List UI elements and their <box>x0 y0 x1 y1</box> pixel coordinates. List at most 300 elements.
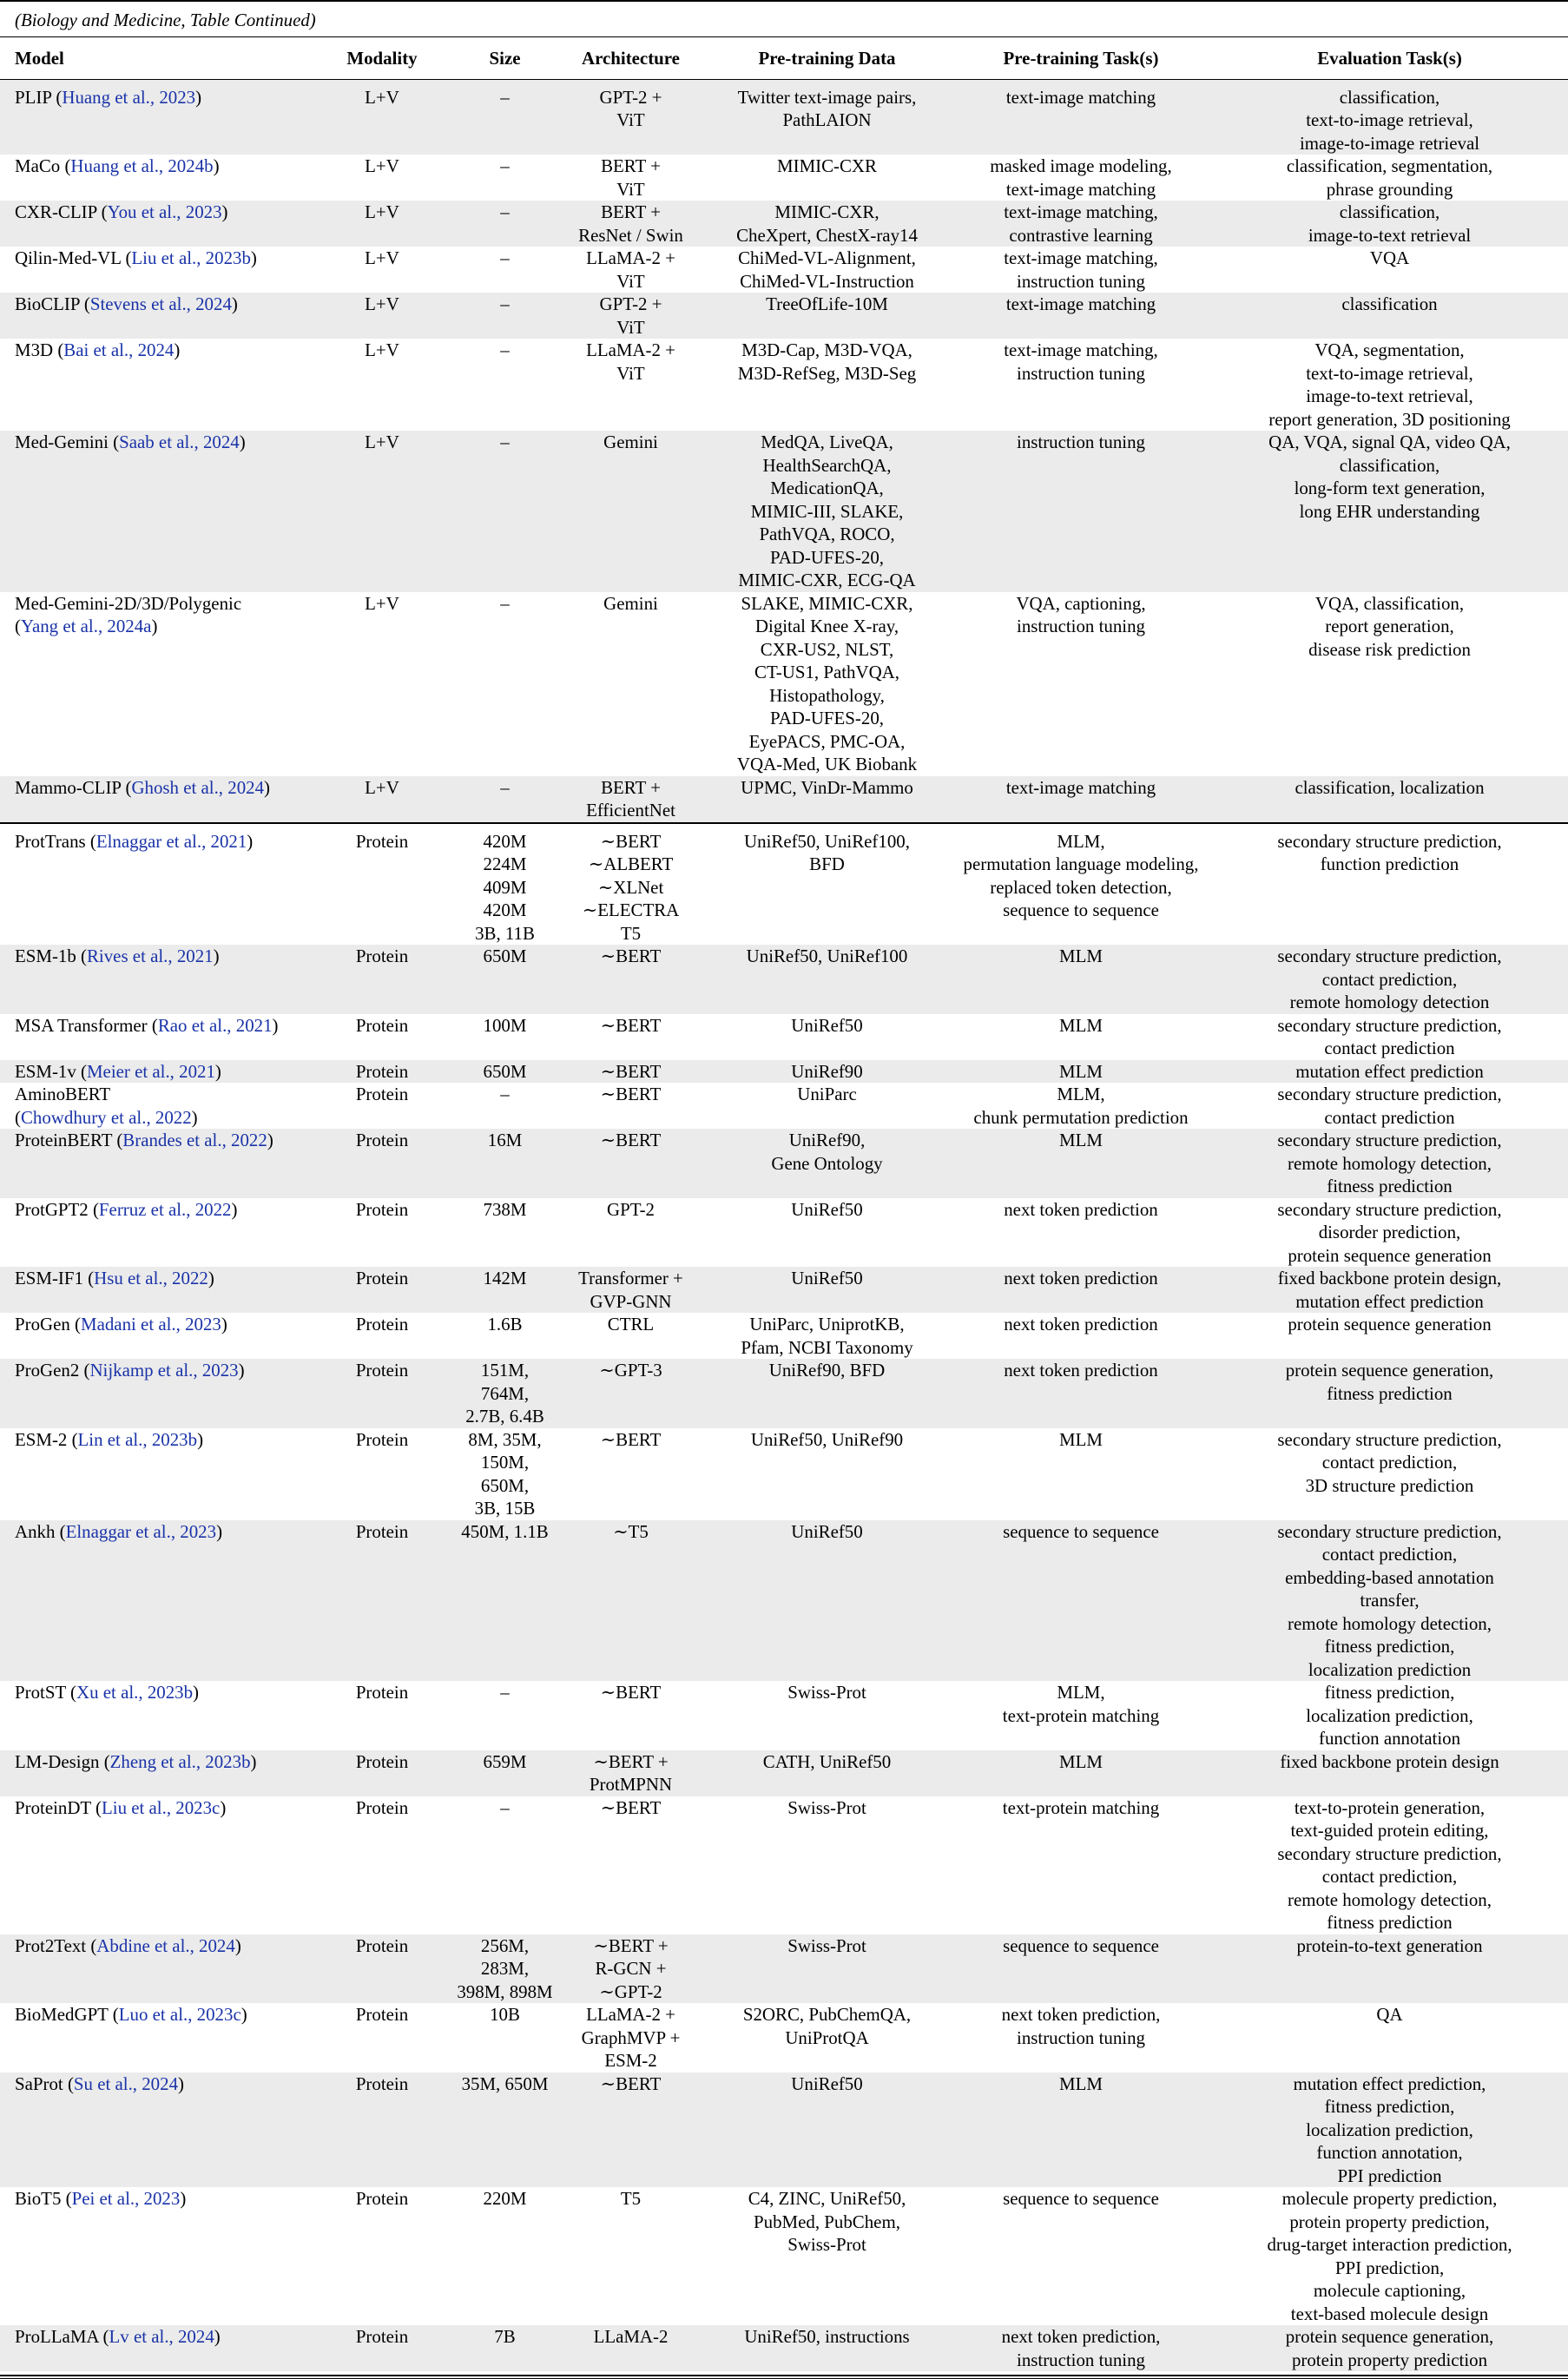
citation-link[interactable]: Lin et al., 2023b <box>77 1428 198 1450</box>
citation-link[interactable]: Ferruz et al., 2022 <box>98 1198 232 1220</box>
architecture-cell: GPT-2 <box>607 1198 655 1220</box>
evaluation-task-cell: mutation effect prediction <box>1211 1060 1568 1084</box>
pretraining-task-cell: MLM <box>1059 1428 1103 1450</box>
citation-link[interactable]: Bai et al., 2024 <box>63 339 175 360</box>
citation-link[interactable]: Rives et al., 2021 <box>86 946 214 966</box>
citation-link[interactable]: Xu et al., 2023b <box>76 1682 194 1703</box>
pretraining-data-cell: UniRef90, BFD <box>703 1359 951 1428</box>
table-row <box>0 431 1568 592</box>
architecture-cell: ∼BERT <box>558 2073 703 2188</box>
citation-link[interactable]: Abdine et al., 2024 <box>96 1934 235 1956</box>
table-row <box>0 1267 1568 1313</box>
model-name-tail: ) <box>240 2004 247 2025</box>
model-name: Mammo-CLIP ( <box>15 776 132 798</box>
pretraining-data-cell: Twitter text-image pairs, PathLAION <box>703 79 951 155</box>
model-name: ProtTrans ( <box>15 830 96 852</box>
table-row <box>0 1198 1568 1268</box>
pretraining-task-cell: text-image matching <box>951 776 1211 823</box>
citation-link[interactable]: Liu et al., 2023c <box>102 1796 221 1818</box>
architecture-cell: ∼BERT <box>600 1682 662 1703</box>
pretraining-task-cell: text-image matching <box>951 79 1211 155</box>
architecture-cell: LLaMA-2 + GraphMVP + ESM-2 <box>581 2004 681 2071</box>
table-row <box>0 2003 1568 2073</box>
model-name-tail: ) <box>193 1682 200 1703</box>
size-cell: – <box>500 1084 510 1104</box>
pretraining-data-cell: UniRef50 <box>703 1267 951 1313</box>
modality-cell: Protein <box>313 823 451 946</box>
pretraining-task-cell: MLM <box>951 2073 1211 2188</box>
citation-link[interactable]: Rao et al., 2021 <box>157 1014 273 1036</box>
pretraining-data-cell: ChiMed-VL-Alignment, ChiMed-VL-Instruction <box>738 247 916 292</box>
model-name: Med-Gemini-2D/3D/Polygenic ( <box>15 592 242 636</box>
pretraining-data-cell: UniRef90, Gene Ontology <box>703 1129 951 1198</box>
model-cell <box>0 592 313 776</box>
evaluation-task-cell: secondary structure prediction, contact prediction, 3D structure prediction <box>1277 1428 1502 1496</box>
architecture-cell: ∼BERT <box>600 1796 662 1818</box>
modality-cell: Protein <box>355 1682 409 1703</box>
header-row <box>0 37 1568 80</box>
size-cell: 220M <box>483 2188 527 2209</box>
model-name-tail: ) <box>272 1014 279 1036</box>
table-row <box>0 1796 1568 1934</box>
table-row <box>0 1129 1568 1198</box>
modality-cell: Protein <box>355 1084 409 1104</box>
citation-link[interactable]: Saab et al., 2024 <box>119 432 240 452</box>
pretraining-data-cell: UniRef50, UniRef100 <box>703 945 951 1014</box>
pretraining-data-cell: UniRef50, instructions <box>703 2325 951 2371</box>
pretraining-task-cell: MLM, permutation language modeling, replaced token detection, sequence to sequence <box>951 823 1211 946</box>
citation-link[interactable]: Yang et al., 2024a <box>20 616 152 636</box>
architecture-cell: ∼BERT <box>600 1084 662 1104</box>
model-cell <box>0 2325 313 2371</box>
model-name: ESM-1b ( <box>15 946 87 966</box>
table-row <box>0 1934 1568 2004</box>
size-cell: 16M <box>451 1129 558 1198</box>
modality-cell: Protein <box>313 1520 451 1682</box>
modality-cell: Protein <box>355 1014 409 1036</box>
header-size: Size <box>451 37 558 80</box>
modality-cell: L+V <box>313 776 451 823</box>
model-name: Qilin-Med-VL ( <box>15 247 132 268</box>
size-cell: 10B <box>490 2004 520 2025</box>
citation-link[interactable]: Brandes et al., 2022 <box>122 1130 267 1150</box>
model-name-tail: ) <box>231 293 238 314</box>
model-cell <box>0 945 313 1014</box>
model-name-tail: ) <box>191 1106 198 1128</box>
model-name-tail: ) <box>213 946 220 966</box>
pretraining-data-cell: Swiss-Prot <box>703 1934 951 2004</box>
pretraining-task-cell: next token prediction, instruction tuning <box>1001 2004 1161 2048</box>
citation-link[interactable]: Stevens et al., 2024 <box>89 293 232 314</box>
model-cell <box>0 201 313 247</box>
model-name: MaCo ( <box>15 155 71 176</box>
model-cell <box>0 1313 313 1359</box>
model-name: AminoBERT ( <box>15 1084 111 1128</box>
table-row <box>0 339 1568 431</box>
citation-link[interactable]: Meier et al., 2021 <box>86 1060 215 1082</box>
size-cell: 650M <box>451 945 558 1014</box>
pretraining-data-cell: MIMIC-CXR <box>777 155 877 176</box>
modality-cell: Protein <box>355 2004 409 2025</box>
model-name-tail: ) <box>238 1360 245 1381</box>
pretraining-task-cell: text-image matching, contrastive learning <box>951 201 1211 247</box>
model-cell <box>0 1750 313 1796</box>
header-modality: Modality <box>313 37 451 80</box>
evaluation-task-cell: classification, image-to-text retrieval <box>1211 201 1568 247</box>
pretraining-data-cell: UniRef50, UniRef100, BFD <box>703 823 951 946</box>
size-cell: – <box>451 776 558 823</box>
model-name: ESM-2 ( <box>15 1428 78 1450</box>
architecture-cell: GPT-2 + ViT <box>558 293 703 339</box>
table-row <box>0 1014 1568 1060</box>
citation-link[interactable]: Su et al., 2024 <box>73 2073 179 2094</box>
pretraining-task-cell: sequence to sequence <box>951 1520 1211 1682</box>
citation-link[interactable]: Pei et al., 2023 <box>71 2188 181 2209</box>
pretraining-task-cell: next token prediction <box>951 1359 1211 1428</box>
evaluation-task-cell: secondary structure prediction, contact prediction, remote homology detection <box>1211 945 1568 1014</box>
modality-cell: L+V <box>313 431 451 592</box>
model-name: LM-Design ( <box>15 1750 110 1772</box>
modality-cell: Protein <box>313 1267 451 1313</box>
pretraining-data-cell: UPMC, VinDr-Mammo <box>703 776 951 823</box>
architecture-cell: LLaMA-2 + ViT <box>586 339 675 384</box>
size-cell: – <box>500 1682 510 1703</box>
architecture-cell: Gemini <box>558 431 703 592</box>
table-row <box>0 1428 1568 1520</box>
architecture-cell: LLaMA-2 <box>558 2325 703 2371</box>
model-cell <box>0 1129 313 1198</box>
size-cell: 256M, 283M, 398M, 898M <box>451 1934 558 2004</box>
model-cell <box>0 339 313 431</box>
model-name-tail: ) <box>214 2326 221 2347</box>
table-row <box>0 1060 1568 1084</box>
table-row <box>0 1083 1568 1129</box>
model-cell <box>0 776 313 823</box>
modality-cell: Protein <box>355 1796 409 1818</box>
evaluation-task-cell: fixed backbone protein design, mutation effect prediction <box>1211 1267 1568 1313</box>
pretraining-task-cell: next token prediction, instruction tuning <box>951 2325 1211 2371</box>
evaluation-task-cell: classification, segmentation, phrase grounding <box>1286 155 1493 200</box>
model-cell <box>0 1796 313 1934</box>
citation-link[interactable]: Elnaggar et al., 2021 <box>96 830 247 852</box>
table-row <box>0 945 1568 1014</box>
architecture-cell: ∼BERT <box>600 1014 662 1036</box>
architecture-cell: Transformer + GVP-GNN <box>558 1267 703 1313</box>
model-cell <box>0 2187 313 2325</box>
model-name-tail: ) <box>197 1428 204 1450</box>
model-name: ESM-1v ( <box>15 1060 87 1082</box>
model-name: MSA Transformer ( <box>15 1014 158 1036</box>
evaluation-task-cell: protein sequence generation, fitness prediction <box>1211 1359 1568 1428</box>
model-name-tail: ) <box>247 830 254 852</box>
model-name-tail: ) <box>250 1750 257 1772</box>
model-name: ProGen ( <box>15 1314 82 1334</box>
pretraining-data-cell: C4, ZINC, UniRef50, PubMed, PubChem, Swiss-Prot <box>748 2188 906 2255</box>
model-name: ProtGPT2 ( <box>15 1198 99 1220</box>
evaluation-task-cell: QA, VQA, signal QA, video QA, classification, long-form text generation, long EHR understanding <box>1211 431 1568 592</box>
citation-link[interactable]: Madani et al., 2023 <box>81 1314 221 1334</box>
model-cell <box>0 431 313 592</box>
pretraining-data-cell: UniRef90 <box>703 1060 951 1084</box>
citation-link[interactable]: Liu et al., 2023b <box>131 247 251 268</box>
evaluation-task-cell: classification, text-to-image retrieval, image-to-image retrieval <box>1211 79 1568 155</box>
header-evaluation-tasks: Evaluation Task(s) <box>1211 37 1568 80</box>
model-name: ProLLaMA ( <box>15 2326 109 2347</box>
model-name: ESM-IF1 ( <box>15 1268 95 1288</box>
architecture-cell: ∼BERT + ProtMPNN <box>558 1750 703 1796</box>
size-cell: 738M <box>483 1198 527 1220</box>
model-name-tail: ) <box>213 155 220 176</box>
modality-cell: Protein <box>313 945 451 1014</box>
citation-link[interactable]: Hsu et al., 2022 <box>94 1268 208 1288</box>
model-name-tail: ) <box>208 1268 214 1288</box>
model-name: BioMedGPT ( <box>15 2004 119 2025</box>
model-cell <box>0 155 313 201</box>
table-row <box>0 293 1568 339</box>
model-name-tail: ) <box>220 1796 227 1818</box>
pretraining-task-cell: masked image modeling, text-image matching <box>990 155 1172 200</box>
size-cell: 8M, 35M, 150M, 650M, 3B, 15B <box>468 1428 542 1519</box>
architecture-cell: Gemini <box>603 592 658 614</box>
evaluation-task-cell: mutation effect prediction, fitness prediction, localization prediction, function annotation, PPI prediction <box>1211 2073 1568 2188</box>
pretraining-data-cell: UniRef50 <box>791 1198 863 1220</box>
model-cell <box>0 1428 313 1520</box>
architecture-cell: ∼BERT <box>600 1428 662 1450</box>
citation-link[interactable]: Luo et al., 2023c <box>118 2004 241 2025</box>
size-cell: – <box>451 293 558 339</box>
pretraining-data-cell: MIMIC-CXR, CheXpert, ChestX-ray14 <box>703 201 951 247</box>
evaluation-task-cell: protein sequence generation <box>1288 1314 1492 1334</box>
model-name: ProGen2 ( <box>15 1360 90 1381</box>
model-name: SaProt ( <box>15 2073 74 2094</box>
size-cell: – <box>500 339 510 360</box>
size-cell: – <box>500 155 510 176</box>
modality-cell: Protein <box>355 2188 409 2209</box>
pretraining-task-cell: MLM <box>951 1060 1211 1084</box>
modality-cell: Protein <box>313 1060 451 1084</box>
evaluation-task-cell: molecule property prediction, protein property prediction, drug-target interaction prediction, PPI prediction, molecule captioning, text-based molecule design <box>1267 2188 1512 2324</box>
modality-cell: L+V <box>365 155 399 176</box>
model-cell <box>0 823 313 946</box>
pretraining-task-cell: sequence to sequence <box>1003 2188 1159 2209</box>
architecture-cell: T5 <box>620 2188 642 2209</box>
header-pretraining-tasks: Pre-training Task(s) <box>951 37 1211 80</box>
evaluation-task-cell: secondary structure prediction, disorder prediction, protein sequence generation <box>1277 1198 1502 1266</box>
table-row <box>0 79 1568 155</box>
model-name: ProteinBERT ( <box>15 1130 123 1150</box>
model-cell <box>0 1083 313 1129</box>
table-row <box>0 776 1568 823</box>
architecture-cell: BERT + EfficientNet <box>558 776 703 823</box>
size-cell: – <box>451 431 558 592</box>
evaluation-task-cell: VQA <box>1369 247 1410 268</box>
evaluation-task-cell: secondary structure prediction, contact prediction, embedding-based annotation transfer, remote homology detection, fitness prediction, localization prediction <box>1211 1520 1568 1682</box>
architecture-cell: ∼GPT-3 <box>558 1359 703 1428</box>
header-pretraining-data: Pre-training Data <box>703 37 951 80</box>
modality-cell: L+V <box>365 247 399 268</box>
size-cell: 420M 224M 409M 420M 3B, 11B <box>451 823 558 946</box>
citation-link[interactable]: Lv et al., 2024 <box>109 2326 214 2347</box>
model-name-tail: ) <box>214 1060 221 1082</box>
model-name-tail: ) <box>151 616 158 636</box>
model-cell <box>0 1681 313 1750</box>
modality-cell: L+V <box>313 201 451 247</box>
model-cell <box>0 1934 313 2004</box>
evaluation-task-cell: classification <box>1211 293 1568 339</box>
model-name: ProteinDT ( <box>15 1796 102 1818</box>
table-row <box>0 201 1568 247</box>
model-cell <box>0 1198 313 1268</box>
table-row <box>0 1750 1568 1796</box>
table-row <box>0 1681 1568 1750</box>
architecture-cell: ∼T5 <box>558 1520 703 1682</box>
evaluation-task-cell: protein-to-text generation <box>1211 1934 1568 2004</box>
pretraining-task-cell: MLM, chunk permutation prediction <box>973 1084 1189 1128</box>
evaluation-task-cell: secondary structure prediction, contact prediction <box>1277 1084 1502 1128</box>
size-cell: – <box>451 79 558 155</box>
architecture-cell: BERT + ResNet / Swin <box>558 201 703 247</box>
size-cell: – <box>500 1796 510 1818</box>
model-cell <box>0 1014 313 1060</box>
citation-link[interactable]: Zheng et al., 2023b <box>109 1750 251 1772</box>
pretraining-task-cell: MLM, text-protein matching <box>1002 1682 1160 1726</box>
table-row <box>0 2325 1568 2371</box>
pretraining-data-cell: M3D-Cap, M3D-VQA, M3D-RefSeg, M3D-Seg <box>737 339 917 384</box>
pretraining-task-cell: MLM <box>951 1129 1211 1198</box>
citation-link[interactable]: Elnaggar et al., 2023 <box>65 1520 217 1542</box>
pretraining-task-cell: sequence to sequence <box>951 1934 1211 2004</box>
architecture-cell: BERT + ViT <box>601 155 661 200</box>
table-row <box>0 823 1568 946</box>
table-row <box>0 1359 1568 1428</box>
model-name-tail: ) <box>239 432 246 452</box>
citation-link[interactable]: Ghosh et al., 2024 <box>131 776 265 798</box>
model-cell <box>0 1060 313 1084</box>
architecture-cell: ∼BERT <box>558 945 703 1014</box>
pretraining-task-cell: text-image matching <box>951 293 1211 339</box>
model-cell <box>0 2003 313 2073</box>
modality-cell: Protein <box>355 1314 409 1334</box>
size-cell: 659M <box>451 1750 558 1796</box>
citation-link[interactable]: You et al., 2023 <box>107 201 222 222</box>
table-row <box>0 592 1568 776</box>
pretraining-task-cell: instruction tuning <box>951 431 1211 592</box>
models-table <box>0 36 1568 2371</box>
evaluation-task-cell: secondary structure prediction, contact prediction <box>1277 1014 1502 1058</box>
size-cell: 100M <box>483 1014 527 1036</box>
modality-cell: Protein <box>355 1198 409 1220</box>
pretraining-data-cell: TreeOfLife-10M <box>703 293 951 339</box>
model-name: Prot2Text ( <box>15 1934 97 1956</box>
architecture-cell: CTRL <box>607 1314 655 1334</box>
evaluation-task-cell: classification, localization <box>1211 776 1568 823</box>
model-name-tail: ) <box>216 1520 223 1542</box>
citation-link[interactable]: Nijkamp et al., 2023 <box>89 1360 239 1381</box>
model-name-tail: ) <box>195 86 202 108</box>
table-row <box>0 1520 1568 1682</box>
modality-cell: Protein <box>313 1359 451 1428</box>
pretraining-task-cell: text-image matching, instruction tuning <box>1004 247 1158 292</box>
evaluation-task-cell: secondary structure prediction, function prediction <box>1211 823 1568 946</box>
citation-link[interactable]: Chowdhury et al., 2022 <box>20 1106 192 1128</box>
evaluation-task-cell: VQA, classification, report generation, disease risk prediction <box>1308 592 1471 660</box>
pretraining-task-cell: MLM <box>951 945 1211 1014</box>
pretraining-data-cell: UniRef50 <box>703 2073 951 2188</box>
pretraining-data-cell: Swiss-Prot <box>787 1796 866 1818</box>
pretraining-task-cell: text-protein matching <box>1002 1796 1160 1818</box>
architecture-cell: ∼BERT <box>558 1060 703 1084</box>
size-cell: 142M <box>451 1267 558 1313</box>
evaluation-task-cell: QA <box>1376 2004 1403 2025</box>
citation-link[interactable]: Huang et al., 2024b <box>70 155 214 176</box>
evaluation-task-cell: text-to-protein generation, text-guided protein editing, secondary structure prediction, contact prediction, remote homology detection, fitness prediction <box>1277 1796 1502 1933</box>
citation-link[interactable]: Huang et al., 2023 <box>62 86 196 108</box>
table-row <box>0 2187 1568 2325</box>
evaluation-task-cell: protein sequence generation, protein property prediction <box>1211 2325 1568 2371</box>
modality-cell: Protein <box>313 1129 451 1198</box>
modality-cell: Protein <box>313 2073 451 2188</box>
modality-cell: L+V <box>365 339 399 360</box>
model-name-tail: ) <box>250 247 257 268</box>
pretraining-data-cell: Swiss-Prot <box>787 1682 866 1703</box>
model-cell <box>0 1520 313 1682</box>
modality-cell: Protein <box>355 1428 409 1450</box>
header-architecture: Architecture <box>558 37 703 80</box>
header-model: Model <box>0 37 313 80</box>
model-name: M3D ( <box>15 339 64 360</box>
architecture-cell: GPT-2 + ViT <box>558 79 703 155</box>
pretraining-data-cell: MedQA, LiveQA, HealthSearchQA, MedicationQA, MIMIC-III, SLAKE, PathVQA, ROCO, PAD-UFES-20, MIMIC-CXR, ECG-QA <box>703 431 951 592</box>
modality-cell: Protein <box>313 1934 451 2004</box>
model-cell <box>0 293 313 339</box>
size-cell: – <box>451 201 558 247</box>
size-cell: 450M, 1.1B <box>451 1520 558 1682</box>
model-name-tail: ) <box>180 2188 187 2209</box>
size-cell: – <box>500 592 510 614</box>
modality-cell: Protein <box>313 2325 451 2371</box>
pretraining-task-cell: next token prediction <box>951 1267 1211 1313</box>
evaluation-task-cell: fixed backbone protein design <box>1211 1750 1568 1796</box>
evaluation-task-cell: fitness prediction, localization prediction, function annotation <box>1306 1682 1473 1749</box>
size-cell: 35M, 650M <box>451 2073 558 2188</box>
model-name: BioCLIP ( <box>15 293 90 314</box>
size-cell: – <box>500 247 510 268</box>
architecture-cell: ∼BERT ∼ALBERT ∼XLNet ∼ELECTRA T5 <box>558 823 703 946</box>
table-body <box>0 79 1568 2371</box>
table-row <box>0 247 1568 293</box>
model-cell <box>0 1359 313 1428</box>
evaluation-task-cell: secondary structure prediction, remote homology detection, fitness prediction <box>1211 1129 1568 1198</box>
pretraining-data-cell: SLAKE, MIMIC-CXR, Digital Knee X-ray, CXR-US2, NLST, CT-US1, PathVQA, Histopathology, PAD-UFES-20, EyePACS, PMC-OA, VQA-Med, UK Biobank <box>736 592 918 774</box>
model-name: BioT5 ( <box>15 2188 72 2209</box>
model-name-tail: ) <box>174 339 181 360</box>
evaluation-task-cell: VQA, segmentation, text-to-image retrieval, image-to-text retrieval, report generation, 3D positioning <box>1268 339 1511 430</box>
pretraining-task-cell: next token prediction <box>1004 1314 1158 1334</box>
modality-cell: L+V <box>313 293 451 339</box>
size-cell: 7B <box>451 2325 558 2371</box>
model-name-tail: ) <box>231 1198 238 1220</box>
table-caption: (Biology and Medicine, Table Continued) <box>0 0 1568 36</box>
pretraining-task-cell: MLM <box>1059 1014 1103 1036</box>
model-name-tail: ) <box>267 1130 273 1150</box>
architecture-cell: ∼BERT <box>558 1129 703 1198</box>
pretraining-data-cell: S2ORC, PubChemQA, UniProtQA <box>742 2004 912 2048</box>
pretraining-task-cell: VQA, captioning, instruction tuning <box>1016 592 1146 636</box>
architecture-cell: LLaMA-2 + ViT <box>586 247 675 292</box>
table-row <box>0 155 1568 201</box>
pretraining-task-cell: text-image matching, instruction tuning <box>1004 339 1158 384</box>
pretraining-data-cell: UniRef50 <box>791 1014 863 1036</box>
